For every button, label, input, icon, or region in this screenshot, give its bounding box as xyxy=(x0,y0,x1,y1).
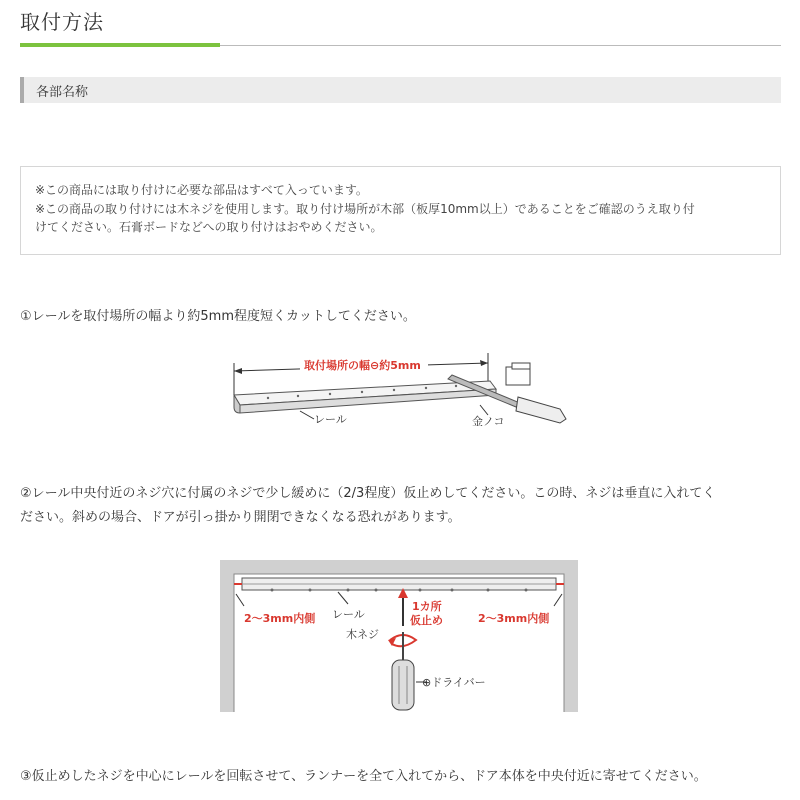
temporary-fix-illustration xyxy=(220,560,578,712)
page-title: 取付方法 xyxy=(20,10,104,34)
saw-handle xyxy=(516,397,566,423)
rail-cut-illustration xyxy=(220,345,580,435)
step-3-text: ③仮止めしたネジを中心にレールを回転させて、ランナーを全て入れてから、ドア本体を中央付近に寄せてください。 xyxy=(20,769,707,784)
step-2-text-line-2: ださい。斜めの場合、ドアが引っ掛かり開閉できなくなる恐れがあります。 xyxy=(20,510,461,525)
section-header xyxy=(20,77,781,103)
notice-line-2: ※この商品の取り付けには木ネジを使用します。取り付け場所が木部（板厚10mm以上）であることをご確認のうえ取り付 xyxy=(35,202,695,216)
notice-line-3: けてください。石膏ボードなどへの取り付けはおやめください。 xyxy=(35,220,383,234)
rail-label: レール xyxy=(314,413,347,426)
temp-fix-label-2: 仮止め xyxy=(410,614,443,627)
temp-fix-label-1: 1カ所 xyxy=(412,600,442,613)
end-cap xyxy=(506,367,530,385)
dimension-label: 取付場所の幅⊖約5mm xyxy=(304,359,421,372)
rail-label-2: レール xyxy=(332,608,365,621)
saw-label: 金ノコ xyxy=(472,415,505,428)
driver-label: ⊕ドライバー xyxy=(422,676,486,689)
right-gap-label: 2～3mm内側 xyxy=(478,612,550,625)
title-accent-bar xyxy=(20,43,220,47)
screwdriver-handle xyxy=(392,660,414,710)
step-1-text: ①レールを取付場所の幅より約5mm程度短くカットしてください。 xyxy=(20,309,416,324)
notice-box xyxy=(20,166,781,255)
left-gap-label: 2～3mm内側 xyxy=(244,612,316,625)
notice-line-1: ※この商品には取り付けに必要な部品はすべて入っています。 xyxy=(35,183,368,197)
section-header-label: 各部名称 xyxy=(36,85,89,100)
step-2-text-line-1: ②レール中央付近のネジ穴に付属のネジで少し緩めに（2/3程度）仮止めしてください。この時、ネジは垂直に入れてく xyxy=(20,486,716,501)
wood-screw-label: 木ネジ xyxy=(346,628,379,641)
